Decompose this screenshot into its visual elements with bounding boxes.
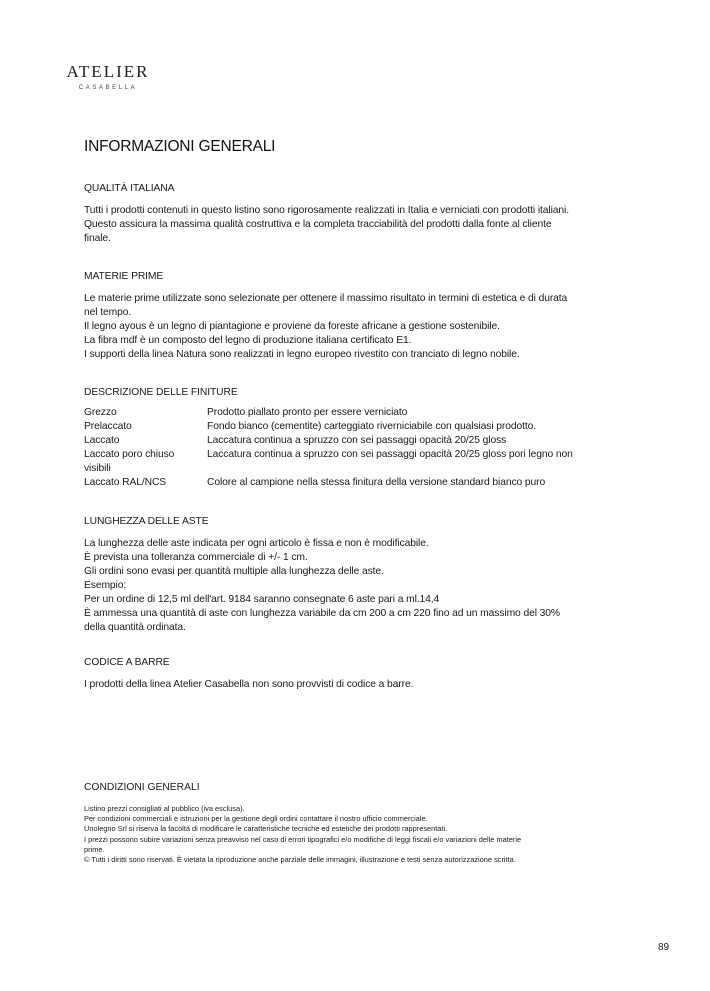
brand-logo xyxy=(66,62,150,91)
fine-print-line: Unolegno Srl si riserva la facoltà di modificare le caratteristiche tecniche ed estetiche dei prodotti rappresentati. xyxy=(84,824,448,834)
finish-description xyxy=(207,462,624,476)
logo-subtitle: CASABELLA xyxy=(78,85,138,91)
section-title-materie: MATERIE PRIME xyxy=(84,271,164,282)
paragraph-line: finale. xyxy=(84,233,111,244)
finish-description: Laccatura continua a spruzzo con sei passaggi opacità 20/25 gloss xyxy=(207,435,507,446)
finish-row xyxy=(84,476,624,490)
paragraph-line: Questo assicura la massima qualità costruttiva e la completa tracciabilità del prodotti dalla fonte al cliente xyxy=(84,219,552,230)
finish-row xyxy=(84,434,624,448)
fine-print-line: Per condizioni commerciali e istruzioni per la gestione degli ordini contattare il nostro ufficio commerciale. xyxy=(84,814,428,824)
finish-row xyxy=(84,420,624,434)
section-title-codice: CODICE A BARRE xyxy=(84,657,170,668)
paragraph-line: nel tempo. xyxy=(84,307,132,318)
paragraph-line: Il legno ayous è un legno di piantagione e proviene da foreste africane a gestione sostenibile. xyxy=(84,321,500,332)
paragraph-line: Per un ordine di 12,5 ml dell'art. 9184 saranno consegnate 6 aste pari a ml.14,4 xyxy=(84,594,440,605)
finish-description: Laccatura continua a spruzzo con sei passaggi opacità 20/25 gloss pori legno non xyxy=(207,449,573,460)
section-title-finiture: DESCRIZIONE DELLE FINITURE xyxy=(84,387,238,398)
section-finiture xyxy=(84,386,624,490)
section-condizioni xyxy=(84,804,604,865)
paragraph-line: È ammessa una quantità di aste con lunghezza variabile da cm 200 a cm 220 fino ad un massimo del 30% xyxy=(84,608,560,619)
section-codice xyxy=(84,656,624,692)
paragraph-line: La fibra mdf è un composto del legno di produzione italiana certificato E1. xyxy=(84,335,412,346)
paragraph-line: della quantità ordinata. xyxy=(84,622,186,633)
paragraph-line: I prodotti della linea Atelier Casabella non sono provvisti di codice a barre. xyxy=(84,679,414,690)
paragraph-line: Le materie prime utilizzate sono selezionate per ottenere il massimo risultato in termini di estetica e di durata xyxy=(84,293,568,304)
finish-name: visibili xyxy=(84,463,111,474)
page-title: INFORMAZIONI GENERALI xyxy=(84,138,276,155)
section-lunghezza xyxy=(84,515,624,635)
finish-name: Laccato xyxy=(84,435,120,446)
paragraph-line: È prevista una tolleranza commerciale di +/- 1 cm. xyxy=(84,552,308,563)
finish-row xyxy=(84,462,624,476)
finish-name: Prelaccato xyxy=(84,421,132,432)
paragraph-line: Tutti i prodotti contenuti in questo listino sono rigorosamente realizzati in Italia e verniciati con prodotti italiani. xyxy=(84,205,569,216)
finish-description: Prodotto piallato pronto per essere verniciato xyxy=(207,407,408,418)
section-title-lunghezza: LUNGHEZZA DELLE ASTE xyxy=(84,516,209,527)
finish-row xyxy=(84,448,624,462)
section-title-condizioni: CONDIZIONI GENERALI xyxy=(84,782,200,793)
section-title-qualita: QUALITÀ ITALIANA xyxy=(84,183,175,194)
paragraph-line: Esempio: xyxy=(84,580,127,591)
paragraph-line: La lunghezza delle aste indicata per ogni articolo è fissa e non è modificabile. xyxy=(84,538,429,549)
paragraph-line: I supporti della linea Natura sono realizzati in legno europeo rivestito con tranciato di legno nobile. xyxy=(84,349,520,360)
finish-row xyxy=(84,406,624,420)
finish-description: Fondo bianco (cementite) carteggiato riverniciabile con qualsiasi prodotto. xyxy=(207,421,537,432)
paragraph-line: Gli ordini sono evasi per quantità multiple alla lunghezza delle aste. xyxy=(84,566,384,577)
section-materie xyxy=(84,270,624,362)
fine-print-line: I prezzi possono subire variazioni senza preavviso nel caso di errori tipografici e/o modifiche di leggi fiscali e/o variazioni delle materie xyxy=(84,834,522,844)
section-qualita xyxy=(84,182,624,246)
fine-print-line: prime. xyxy=(84,844,105,854)
finish-description: Colore al campione nella stessa finitura della versione standard bianco puro xyxy=(207,477,546,488)
finish-name: Laccato RAL/NCS xyxy=(84,477,167,488)
logo-name: ATELIER xyxy=(66,62,150,81)
page-number: 89 xyxy=(658,942,670,953)
fine-print-line: Listino prezzi consigliati al pubblico (iva esclusa). xyxy=(84,804,245,813)
finish-name: Laccato poro chiuso xyxy=(84,449,175,460)
finish-name: Grezzo xyxy=(84,407,117,418)
fine-print-line: © Tutti i diritti sono riservati. È vietata la riproduzione anche parziale delle immagini, illustrazione e testi senza autorizzazione scritta. xyxy=(84,855,516,865)
